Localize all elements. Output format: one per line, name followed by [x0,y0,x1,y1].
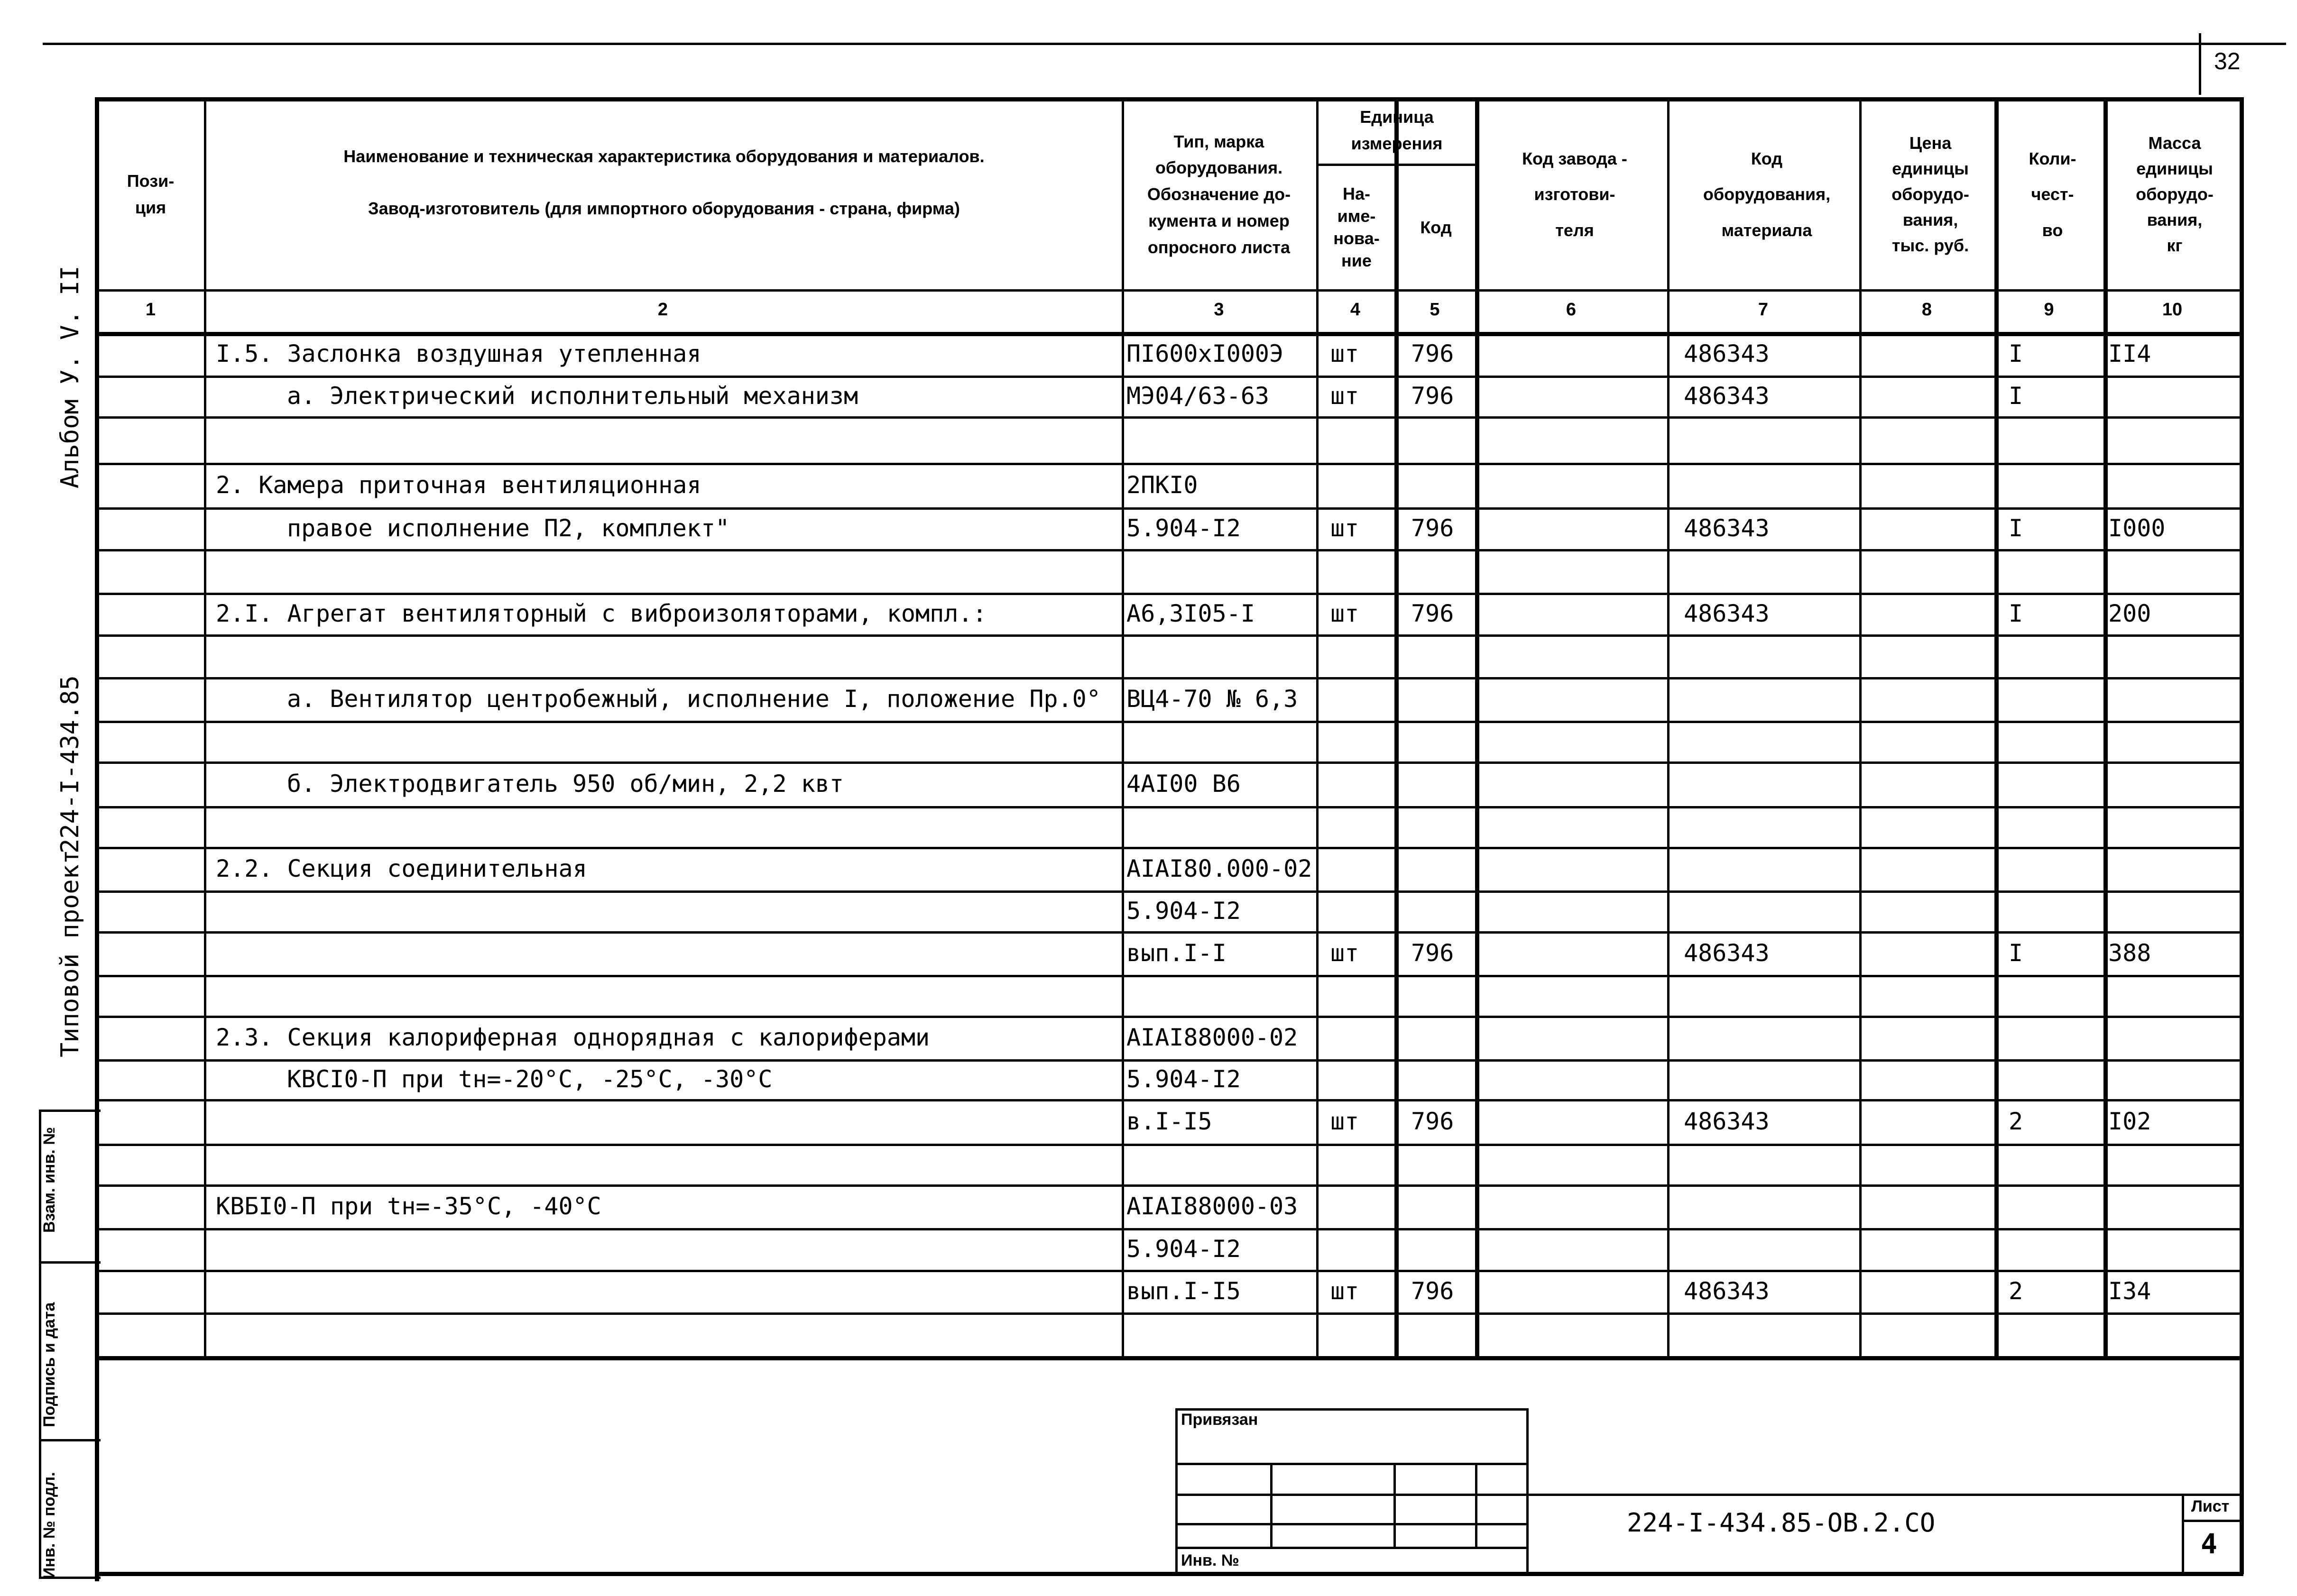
cell-name: правое исполнение П2, комплект" [287,514,730,542]
row-line-15 [95,975,2243,977]
row-line-10 [95,761,2243,764]
column-number-8: 8 [1921,300,1932,320]
cell-name: 2.3. Секция калориферная однорядная с калориферами [216,1024,930,1051]
header-unit-name: На- име- нова- ние [1333,184,1380,270]
cell-unit: шт [1330,340,1359,367]
column-number-10: 10 [2162,300,2183,320]
row-line-9 [95,721,2243,723]
row-line-14 [95,931,2243,934]
privyazan-label: Привязан [1181,1411,1258,1429]
cell-mass: 388 [2108,939,2151,967]
column-numbers-bottom-line [95,332,2243,336]
column-number-9: 9 [2044,300,2054,320]
side-project-code: 224-I-434.85 [56,675,84,853]
side-project-label: Типовой проект [56,849,84,1057]
cell-mat-code: 486343 [1684,1277,1770,1305]
cell-mass: I34 [2108,1277,2151,1305]
cell-name: I.5. Заслонка воздушная утепленная [216,340,701,367]
column-separator-5 [1475,97,1479,1356]
header-type: Тип, марка оборудования. Обозначение до- кумента и номер опросного листа [1147,131,1291,257]
row-line-16 [95,1016,2243,1018]
header-price: Цена единицы оборудо- вания, тыс. руб. [1891,133,1969,255]
cell-unit: шт [1330,514,1359,542]
cell-mat-code: 486343 [1684,382,1770,410]
row-line-19 [95,1144,2243,1146]
cell-qty: I [2009,340,2023,367]
stamp-line-4 [1175,1547,1526,1549]
row-line-7 [95,634,2243,637]
row-line-8 [95,677,2243,679]
cell-mat-code: 486343 [1684,514,1770,542]
stamp-col-1 [1270,1463,1273,1547]
side-stamp-line-1 [39,1110,101,1112]
cell-name: 2.2. Секция соединительная [216,855,587,882]
cell-type: 2ПКI0 [1126,471,1198,499]
cell-mass: I000 [2108,514,2166,542]
side-stamp-line-3 [39,1439,101,1441]
header-unit: Единица измерения [1351,107,1443,153]
cell-type: АIАI88000-03 [1126,1192,1298,1220]
row-line-12 [95,847,2243,849]
cell-name: КВСI0-П при tн=-20°С, -25°С, -30°С [287,1065,773,1093]
header-material-code: Код оборудования, материала [1703,148,1831,240]
cell-code: 796 [1411,1108,1454,1135]
side-inv-label: Инв. № подл. [40,1472,58,1579]
column-number-2: 2 [657,300,668,320]
stamp-right [1526,1408,1529,1574]
cell-code: 796 [1411,600,1454,627]
cell-code: 796 [1411,514,1454,542]
column-separator-1 [204,97,206,1356]
cell-name: а. Электрический исполнительный механизм [287,382,858,410]
cell-type: 4АI00 В6 [1126,770,1241,798]
cell-qty: I [2009,514,2023,542]
sheet-box-left [2182,1494,2184,1574]
header-position: Пози- ция [127,171,175,217]
cell-type: АIАI88000-02 [1126,1024,1298,1051]
header-mass: Масса единицы оборудо- вания, кг [2136,133,2214,255]
stamp-line-2 [1175,1494,2241,1496]
cell-qty: 2 [2009,1277,2023,1305]
cell-code: 796 [1411,382,1454,410]
sheet-box-mid [2182,1520,2241,1522]
side-podpis-label: Подпись и дата [40,1302,58,1427]
cell-name: КВБI0-П при tн=-35°С, -40°С [216,1192,601,1220]
row-line-1 [95,376,2243,378]
cell-type: в.I-I5 [1126,1108,1212,1135]
column-number-3: 3 [1214,300,1224,320]
row-line-5 [95,549,2243,551]
row-line-6 [95,593,2243,595]
cell-name: 2.I. Агрегат вентиляторный с виброизоляторами, компл.: [216,600,987,627]
inv-no-label: Инв. № [1181,1551,1239,1569]
column-number-1: 1 [145,300,156,320]
cell-mat-code: 486343 [1684,939,1770,967]
cell-mat-code: 486343 [1684,600,1770,627]
cell-mat-code: 486343 [1684,340,1770,367]
stamp-line-3 [1175,1523,1526,1525]
cell-mass: II4 [2108,340,2151,367]
side-stamp-line-2 [39,1261,101,1264]
stamp-line-1 [1175,1463,1526,1465]
table-body-bottom-line [95,1356,2243,1360]
page-number-box-left [2199,33,2201,95]
row-line-20 [95,1184,2243,1187]
cell-mass: I02 [2108,1108,2151,1135]
cell-name: б. Электродвигатель 950 об/мин, 2,2 квт [287,770,844,798]
cell-type: 5.904-I2 [1126,1235,1241,1263]
document-code: 224-I-434.85-ОВ.2.СО [1627,1508,1936,1538]
cell-type: 5.904-I2 [1126,514,1241,542]
header-plant-code: Код завода - изготови- теля [1522,148,1627,240]
cell-name: 2. Камера приточная вентиляционная [216,471,701,499]
cell-name: а. Вентилятор центробежный, исполнение I, положение Пр.0° [287,685,1101,713]
side-vzam-label: Взам. инв. № [40,1127,58,1233]
cell-type: вып.I-I [1126,939,1227,967]
row-line-11 [95,806,2243,808]
header-quantity: Коли- чест- во [2029,148,2076,240]
column-number-6: 6 [1566,300,1577,320]
row-line-22 [95,1270,2243,1272]
cell-type: МЭ04/63-63 [1126,382,1270,410]
column-number-5: 5 [1430,300,1440,320]
sheet-label: Лист [2191,1497,2230,1515]
row-line-21 [95,1228,2243,1230]
cell-mat-code: 486343 [1684,1108,1770,1135]
side-album-label: Альбом У. V. II [56,266,84,488]
top-border-line [43,43,2286,45]
header-name-line1: Наименование и техническая характеристика оборудования и материалов. [343,147,985,166]
row-line-4 [95,507,2243,510]
cell-qty: 2 [2009,1108,2023,1135]
row-line-17 [95,1059,2243,1062]
sheet-number: 4 [2201,1528,2217,1560]
cell-type: вып.I-I5 [1126,1277,1241,1305]
cell-code: 796 [1411,340,1454,367]
cell-qty: I [2009,939,2023,967]
stamp-left [1175,1408,1178,1574]
row-line-2 [95,416,2243,419]
header-unit-code: Код [1420,218,1452,238]
cell-unit: шт [1330,600,1359,627]
cell-type: 5.904-I2 [1126,897,1241,925]
cell-qty: I [2009,600,2023,627]
cell-code: 796 [1411,1277,1454,1305]
cell-mass: 200 [2108,600,2151,627]
row-line-13 [95,890,2243,893]
page-number: 32 [2214,48,2241,74]
header-name-line2: Завод-изготовитель (для импортного оборудования - страна, фирма) [368,199,960,219]
cell-type: А6,3I05-I [1126,600,1255,627]
cell-code: 796 [1411,939,1454,967]
header-bottom-line [95,289,2243,292]
stamp-col-2 [1393,1463,1396,1547]
column-number-4: 4 [1350,300,1361,320]
cell-unit: шт [1330,1108,1359,1135]
row-line-18 [95,1099,2243,1101]
cell-qty: I [2009,382,2023,410]
row-line-23 [95,1312,2243,1315]
row-line-3 [95,463,2243,465]
cell-type: АIАI80.000-02 [1126,855,1312,882]
stamp-col-3 [1475,1463,1477,1547]
cell-unit: шт [1330,382,1359,410]
cell-type: ВЦ4-70 № 6,3 [1126,685,1298,713]
cell-type: 5.904-I2 [1126,1065,1241,1093]
cell-type: ПI600xI000Э [1126,340,1284,367]
column-number-7: 7 [1758,300,1769,320]
sheet-bottom-border [95,1572,2243,1576]
cell-unit: шт [1330,939,1359,967]
cell-unit: шт [1330,1277,1359,1305]
